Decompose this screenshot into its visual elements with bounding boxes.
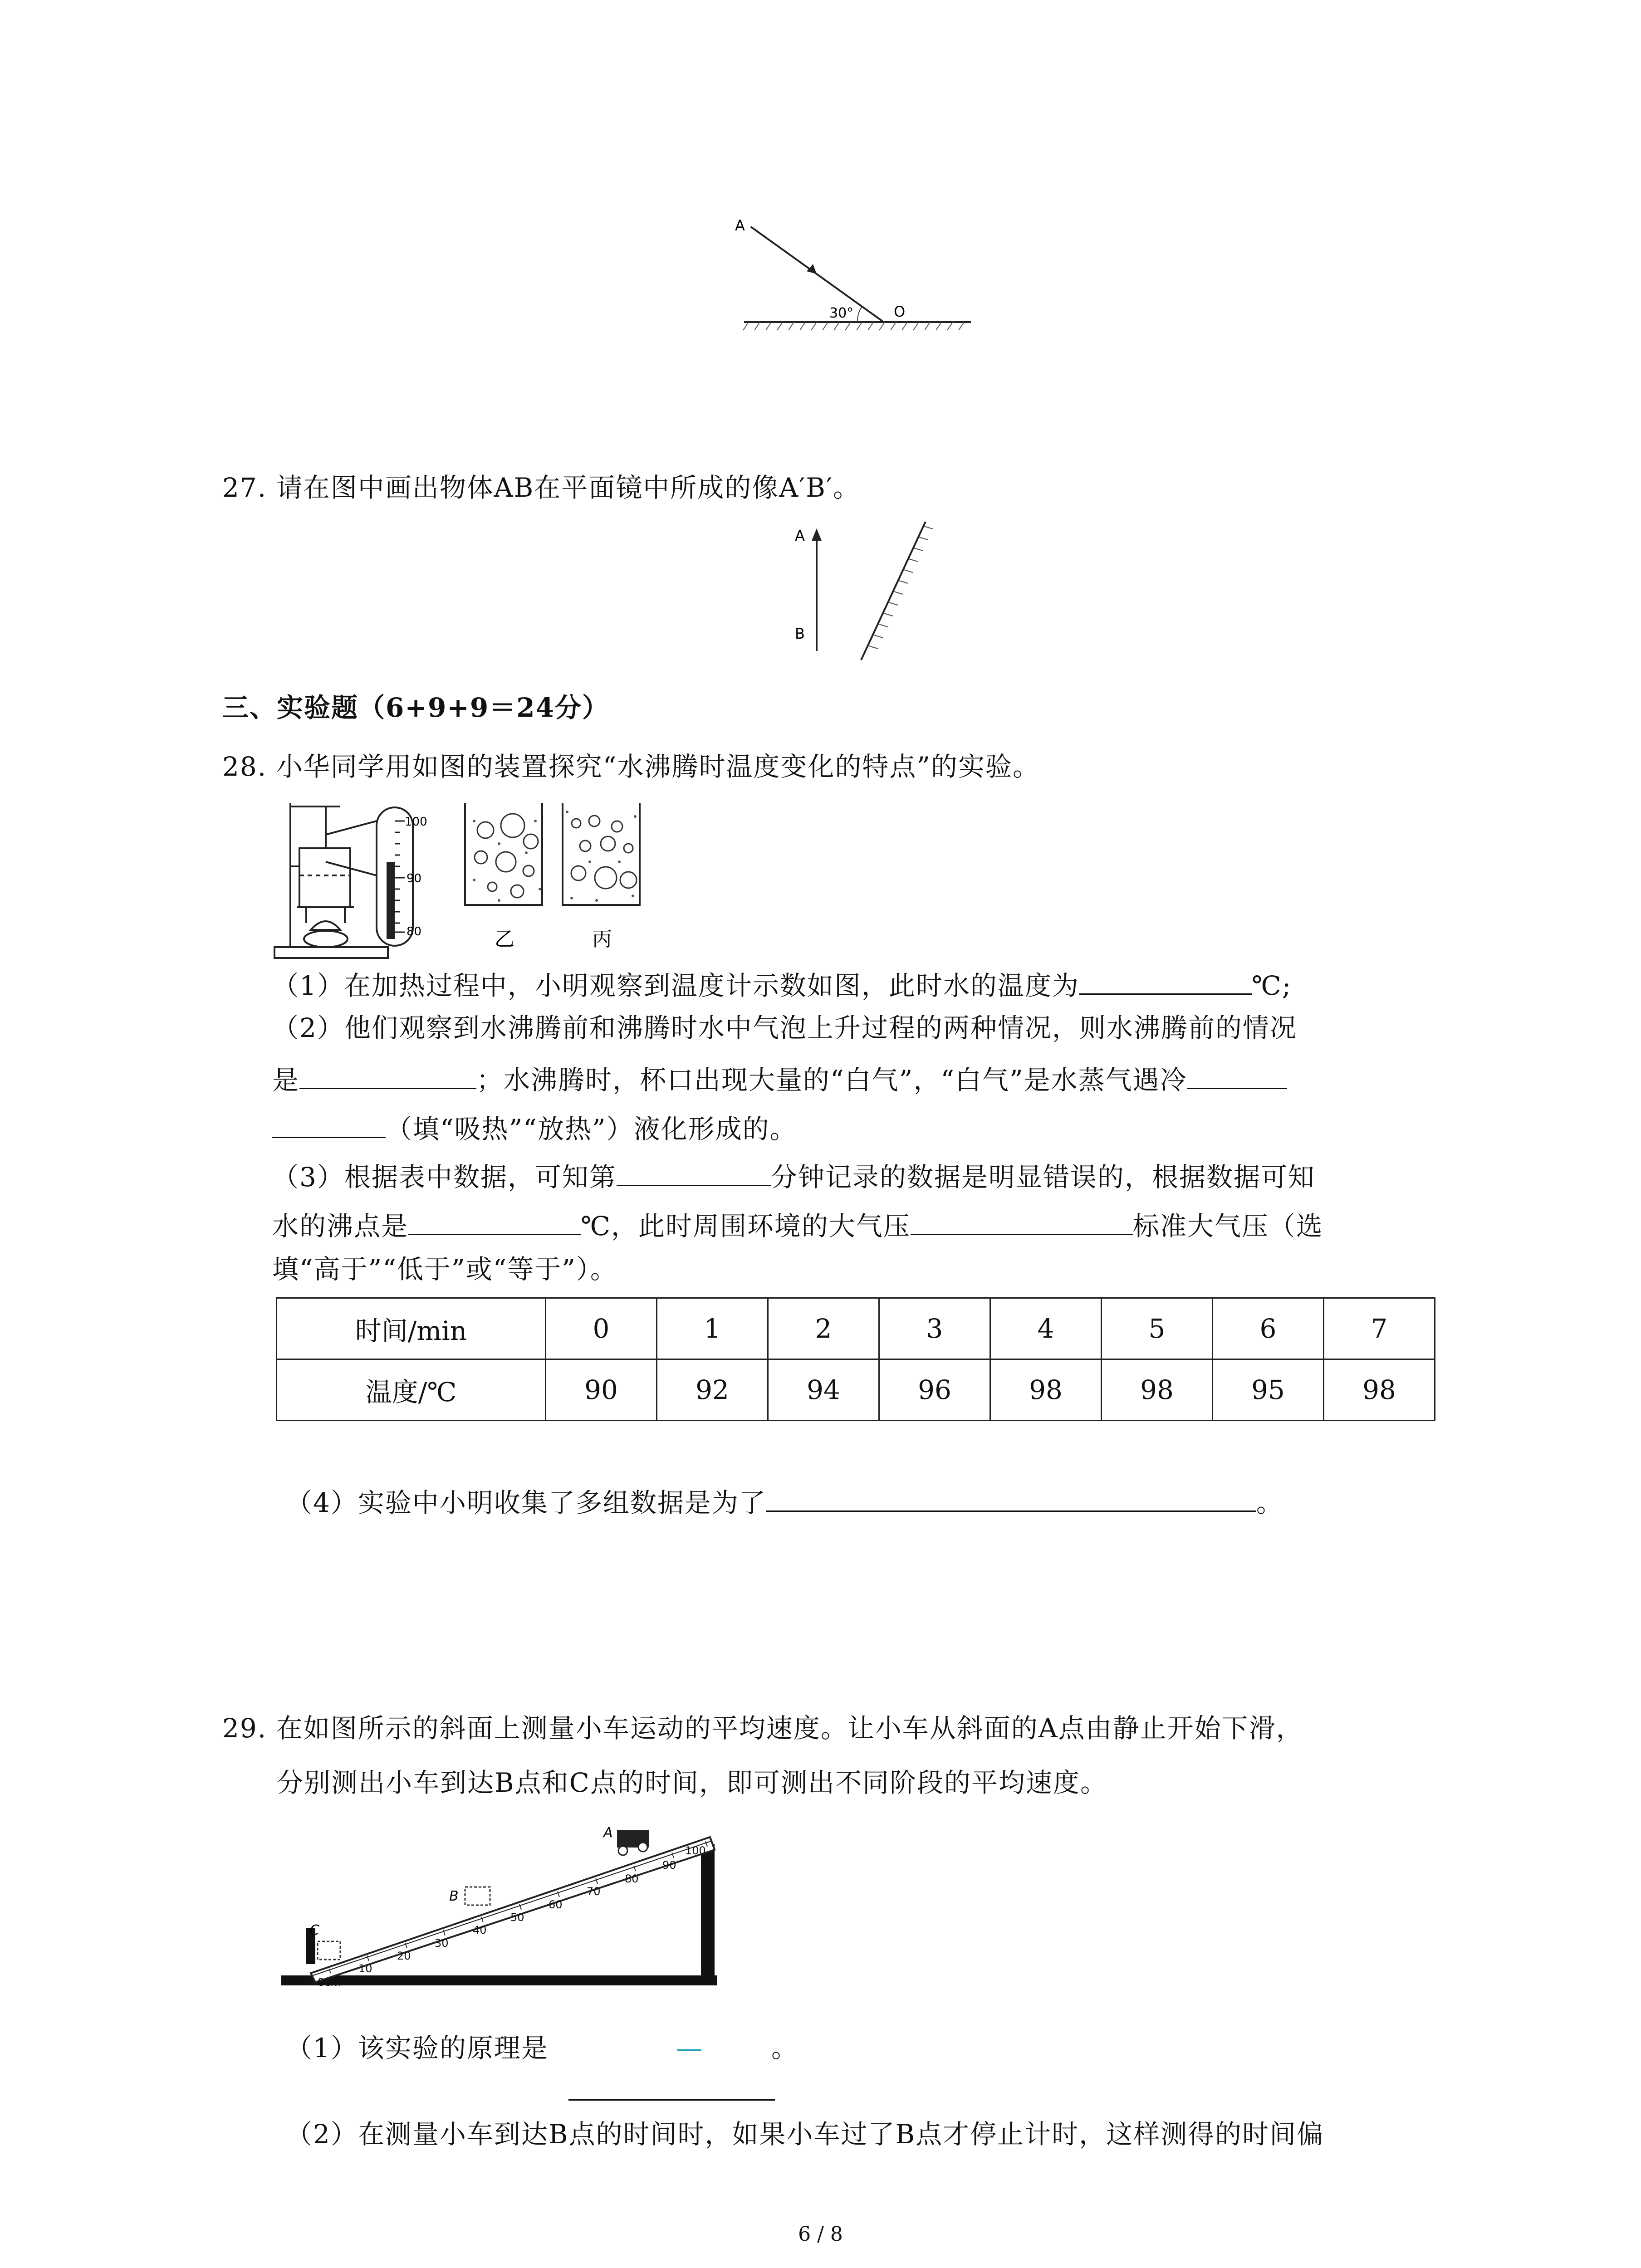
table-cell: 98: [1102, 1359, 1213, 1421]
table-cell: 6: [1213, 1298, 1324, 1359]
q28-part1-unit: ℃;: [1251, 970, 1292, 1001]
q28-part2-text-a: 是: [272, 1065, 300, 1095]
label-bing: 丙: [592, 928, 612, 951]
mirror-hatching: [869, 526, 933, 649]
answer-blank-purpose[interactable]: [766, 1482, 1256, 1512]
ruler-label: 80: [625, 1872, 639, 1885]
q28-part1-text: （1）在加热过程中，小明观察到温度计示数如图，此时水的温度为: [272, 970, 1079, 1001]
table-row: [277, 1359, 1435, 1421]
beaker-bing: [563, 803, 640, 951]
q28-part3-line2: [272, 1206, 1323, 1244]
plane-mirror-diagram: [785, 513, 957, 662]
q28-part3-text-d: ℃，此时周围环境的大气压: [581, 1211, 911, 1242]
question-text: 在如图所示的斜面上测量小车运动的平均速度。让小车从斜面的A点由静止开始下滑，: [276, 1713, 1303, 1744]
beaker-yi: [465, 803, 542, 951]
question-text: 小华同学用如图的装置探究“水沸腾时温度变化的特点”的实验。: [276, 751, 1040, 782]
point-c-label: C: [310, 1922, 319, 1938]
plane-mirror: [861, 522, 926, 660]
page-number: 6 / 8: [798, 2223, 843, 2246]
ruler-label: 90: [662, 1859, 676, 1872]
ruler-label: 10: [358, 1962, 372, 1975]
answer-blank-heat-line2[interactable]: [272, 1109, 386, 1138]
label-yi: 乙: [495, 928, 514, 951]
ruler-label: 20: [397, 1950, 411, 1962]
ruler-label: 40: [473, 1924, 487, 1936]
thermo-tick-90: 90: [407, 872, 422, 885]
q28-part3-text-e: 标准大气压（选: [1132, 1211, 1323, 1242]
q28-part2-line2: [272, 1060, 1287, 1098]
cart-at-a: [617, 1830, 649, 1855]
question-28: [222, 748, 1040, 785]
table-cell: 92: [657, 1359, 768, 1421]
q29-part1-text: （1）该实验的原理是: [286, 2033, 549, 2063]
boiling-apparatus-figure: [272, 794, 671, 966]
question-27: [222, 469, 860, 506]
q28-part4-end: 。: [1256, 1487, 1283, 1518]
table-cell: 96: [879, 1359, 990, 1421]
answer-blank-temperature[interactable]: [1079, 965, 1252, 995]
point-b-label: B: [795, 625, 805, 642]
ruler-label: 0cm: [318, 1976, 341, 1989]
table-cell: 1: [657, 1298, 768, 1359]
q28-part2-line3: [272, 1109, 797, 1147]
table-cell: 95: [1213, 1359, 1324, 1421]
answer-blank-pressure[interactable]: [911, 1206, 1133, 1235]
q28-part3-text-b: 分钟记录的数据是明显错误的，根据数据可知: [770, 1162, 1315, 1193]
support-post: [701, 1844, 715, 1980]
thermo-tick-100: 100: [405, 815, 427, 829]
q29-part2: （2）在测量小车到达B点的时间时，如果小车过了B点才停止计时，这样测得的时间偏: [286, 2119, 1324, 2150]
q28-part3-line1: [272, 1157, 1315, 1195]
answer-blank-before-boiling[interactable]: [299, 1060, 476, 1089]
surface-hatching: [743, 322, 964, 330]
base-bar: [281, 1975, 717, 1985]
ruler-label: 60: [549, 1898, 563, 1911]
table-cell: 2: [768, 1298, 879, 1359]
table-cell: 94: [768, 1359, 879, 1421]
incline-experiment-figure: [279, 1819, 733, 2000]
point-a-label: A: [735, 217, 745, 234]
table-cell: 3: [879, 1298, 990, 1359]
angle-arc: [857, 307, 862, 322]
q28-part3-line3: 填“高于”“低于”或“等于”）。: [272, 1254, 617, 1285]
table-row: [277, 1298, 1435, 1359]
question-29-line2: 分别测出小车到达B点和C点的时间，即可测出不同阶段的平均速度。: [277, 1767, 1108, 1798]
q29-part1-dash: —: [676, 2033, 703, 2063]
reflection-diagram: [726, 209, 980, 340]
question-29-line1: [222, 1710, 1303, 1746]
point-o-label: O: [894, 303, 906, 320]
thermo-tick-80: 80: [407, 925, 422, 938]
q29-part1: [286, 2030, 799, 2066]
q28-part1: [272, 965, 1292, 1004]
answer-blank-wrong-minute[interactable]: [617, 1157, 771, 1186]
position-b-block: [465, 1887, 490, 1905]
answer-blank-principle[interactable]: [568, 2099, 775, 2101]
table-cell: 0: [546, 1298, 657, 1359]
table-header-temperature: 温度/℃: [277, 1359, 546, 1421]
q28-part2-line1: （2）他们观察到水沸腾前和沸腾时水中气泡上升过程的两种情况，则水沸腾前的情况: [272, 1012, 1297, 1043]
q29-part1-end: 。: [771, 2033, 799, 2063]
table-cell: 98: [1324, 1359, 1435, 1421]
table-cell: 98: [990, 1359, 1102, 1421]
question-text: 请在图中画出物体AB在平面镜中所成的像A′B′。: [276, 472, 861, 503]
incline-ruler: [311, 1837, 715, 1982]
ruler-label: 100: [685, 1844, 706, 1857]
table-cell: 7: [1324, 1298, 1435, 1359]
table-cell: 4: [990, 1298, 1102, 1359]
q28-part4: [286, 1482, 1283, 1521]
angle-label: 30°: [829, 305, 854, 321]
data-table: [276, 1297, 1435, 1421]
thermometer-zoom: [377, 807, 427, 946]
apparatus-jia: [274, 803, 388, 958]
table-header-time: 时间/min: [277, 1298, 546, 1359]
ruler-label: 70: [587, 1885, 601, 1898]
question-number: 28.: [222, 751, 267, 782]
answer-blank-heat-line1[interactable]: [1187, 1060, 1287, 1089]
q28-part2-text-b: ；水沸腾时，杯口出现大量的“白气”，“白气”是水蒸气遇冷: [476, 1065, 1187, 1095]
question-number: 27.: [222, 472, 267, 503]
q28-part3-text-c: 水的沸点是: [272, 1211, 409, 1242]
q28-part4-text: （4）实验中小明收集了多组数据是为了: [286, 1487, 766, 1518]
table-cell: 90: [546, 1359, 657, 1421]
position-c-block: [318, 1941, 340, 1960]
ruler-label: 30: [435, 1937, 449, 1950]
point-a-label: A: [603, 1825, 613, 1841]
object-arrowhead: [812, 528, 822, 541]
point-b-label: B: [449, 1888, 459, 1904]
table-cell: 5: [1102, 1298, 1213, 1359]
answer-blank-boiling-point[interactable]: [408, 1206, 581, 1235]
question-number: 29.: [222, 1713, 267, 1744]
q28-part2-text-c: （填“吸热”“放热”）液化形成的。: [386, 1114, 797, 1144]
section-title: 三、实验题（6+9+9＝24分）: [222, 692, 609, 723]
ruler-label: 50: [510, 1911, 524, 1924]
point-a-label: A: [795, 527, 805, 544]
q28-part3-text-a: （3）根据表中数据，可知第: [272, 1162, 617, 1193]
